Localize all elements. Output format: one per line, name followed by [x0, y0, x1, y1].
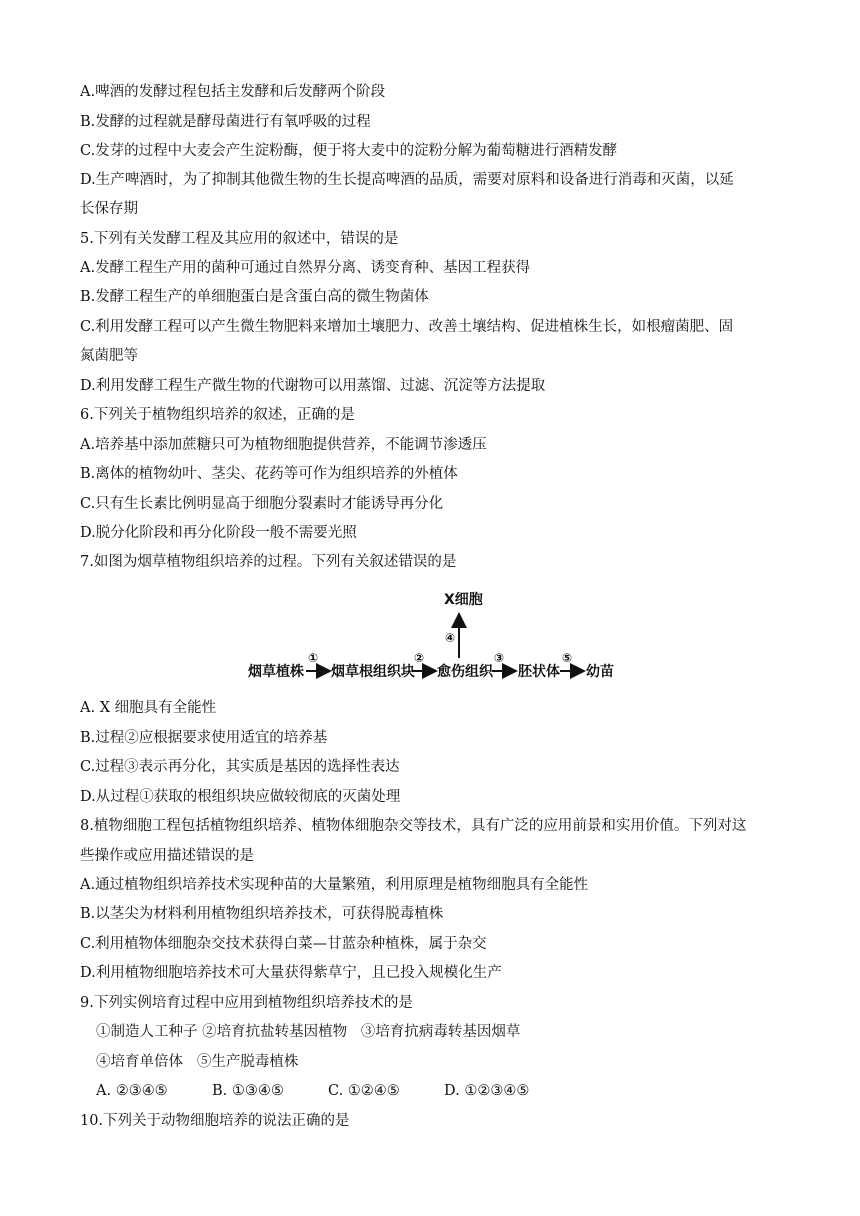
q7-option-a: A. X 细胞具有全能性 [80, 700, 217, 716]
q7-stem: 7.如图为烟草植物组织培养的过程。下列有关叙述错误的是 [80, 554, 457, 570]
step5-label: ⑤ [562, 651, 573, 665]
q7-option-d: D.从过程①获取的根组织块应做较彻底的灭菌处理 [80, 789, 401, 805]
q5-option-c-cont: 氮菌肥等 [80, 348, 138, 364]
q8-option-b: B.以茎尖为材料利用植物组织培养技术，可获得脱毒植株 [80, 906, 444, 922]
q5-option-a: A.发酵工程生产用的菌种可通过自然界分离、诱变育种、基因工程获得 [80, 260, 531, 276]
q6-option-d: D.脱分化阶段和再分化阶段一般不需要光照 [80, 525, 357, 541]
x-cell-label: X细胞 [444, 592, 483, 608]
q5-option-b: B.发酵工程生产的单细胞蛋白是含蛋白高的微生物菌体 [80, 289, 429, 305]
q6-option-c: C.只有生长素比例明显高于细胞分裂素时才能诱导再分化 [80, 496, 444, 512]
q7-option-c: C.过程③表示再分化，其实质是基因的选择性表达 [80, 759, 400, 775]
q8-stem-cont: 些操作或应用描述错误的是 [80, 848, 254, 864]
q9-option-a: A. ②③④⑤ [96, 1083, 168, 1099]
q4-option-a: A.啤酒的发酵过程包括主发酵和后发酵两个阶段 [80, 84, 386, 100]
node-tobacco-plant: 烟草植株 [248, 664, 304, 680]
q5-option-c: C.利用发酵工程可以产生微生物肥料来增加土壤肥力、改善土壤结构、促进植株生长，如根瘤菌肥、固 [80, 319, 734, 335]
q8-stem: 8.植物细胞工程包括植物组织培养、植物体细胞杂交等技术，具有广泛的应用前景和实用价值。下列对这 [80, 818, 747, 834]
q4-option-d-cont: 长保存期 [80, 201, 138, 217]
step4-label: ④ [445, 631, 456, 645]
step1-label: ① [308, 651, 319, 665]
q9-options [96, 1081, 801, 1101]
step3-label: ③ [494, 651, 505, 665]
q9-option-b: B. ①③④⑤ [212, 1083, 284, 1099]
q6-option-b: B.离体的植物幼叶、茎尖、花药等可作为组织培养的外植体 [80, 466, 458, 482]
step2-label: ② [414, 651, 425, 665]
node-seedling: 幼苗 [586, 664, 614, 680]
tissue-culture-diagram [244, 586, 624, 690]
q5-option-d: D.利用发酵工程生产微生物的代谢物可以用蒸馏、过滤、沉淀等方法提取 [80, 378, 546, 394]
q7-option-b: B.过程②应根据要求使用适宜的培养基 [80, 730, 328, 746]
q8-option-d: D.利用植物细胞培养技术可大量获得紫草宁，且已投入规模化生产 [80, 965, 502, 981]
node-root-tissue: 烟草根组织块 [331, 664, 415, 680]
q8-option-c: C.利用植物体细胞杂交技术获得白菜—甘蓝杂种植株，属于杂交 [80, 936, 487, 952]
q9-option-d: D. ①②③④⑤ [444, 1083, 530, 1099]
node-embryoid: 胚状体 [518, 664, 560, 680]
q9-items-line2: ④培育单倍体 ⑤生产脱毒植株 [96, 1054, 299, 1070]
q9-option-c: C. ①②④⑤ [328, 1083, 400, 1099]
q4-option-b: B.发酵的过程就是酵母菌进行有氧呼吸的过程 [80, 114, 371, 130]
node-callus: 愈伤组织 [437, 664, 493, 680]
q4-option-c: C.发芽的过程中大麦会产生淀粉酶，便于将大麦中的淀粉分解为葡萄糖进行酒精发酵 [80, 143, 618, 159]
q9-stem: 9.下列实例培育过程中应用到植物组织培养技术的是 [80, 995, 413, 1011]
q6-option-a: A.培养基中添加蔗糖只可为植物细胞提供营养，不能调节渗透压 [80, 437, 487, 453]
q10-stem: 10.下列关于动物细胞培养的说法正确的是 [80, 1113, 350, 1129]
q9-items-line1: ①制造人工种子 ②培育抗盐转基因植物 ③培育抗病毒转基因烟草 [96, 1024, 521, 1040]
q8-option-a: A.通过植物组织培养技术实现种苗的大量繁殖，利用原理是植物细胞具有全能性 [80, 877, 589, 893]
q4-option-d: D.生产啤酒时，为了抑制其他微生物的生长提高啤酒的品质，需要对原料和设备进行消毒和灭菌，以延 [80, 172, 734, 188]
q5-stem: 5.下列有关发酵工程及其应用的叙述中，错误的是 [80, 231, 399, 247]
q6-stem: 6.下列关于植物组织培养的叙述，正确的是 [80, 407, 355, 423]
